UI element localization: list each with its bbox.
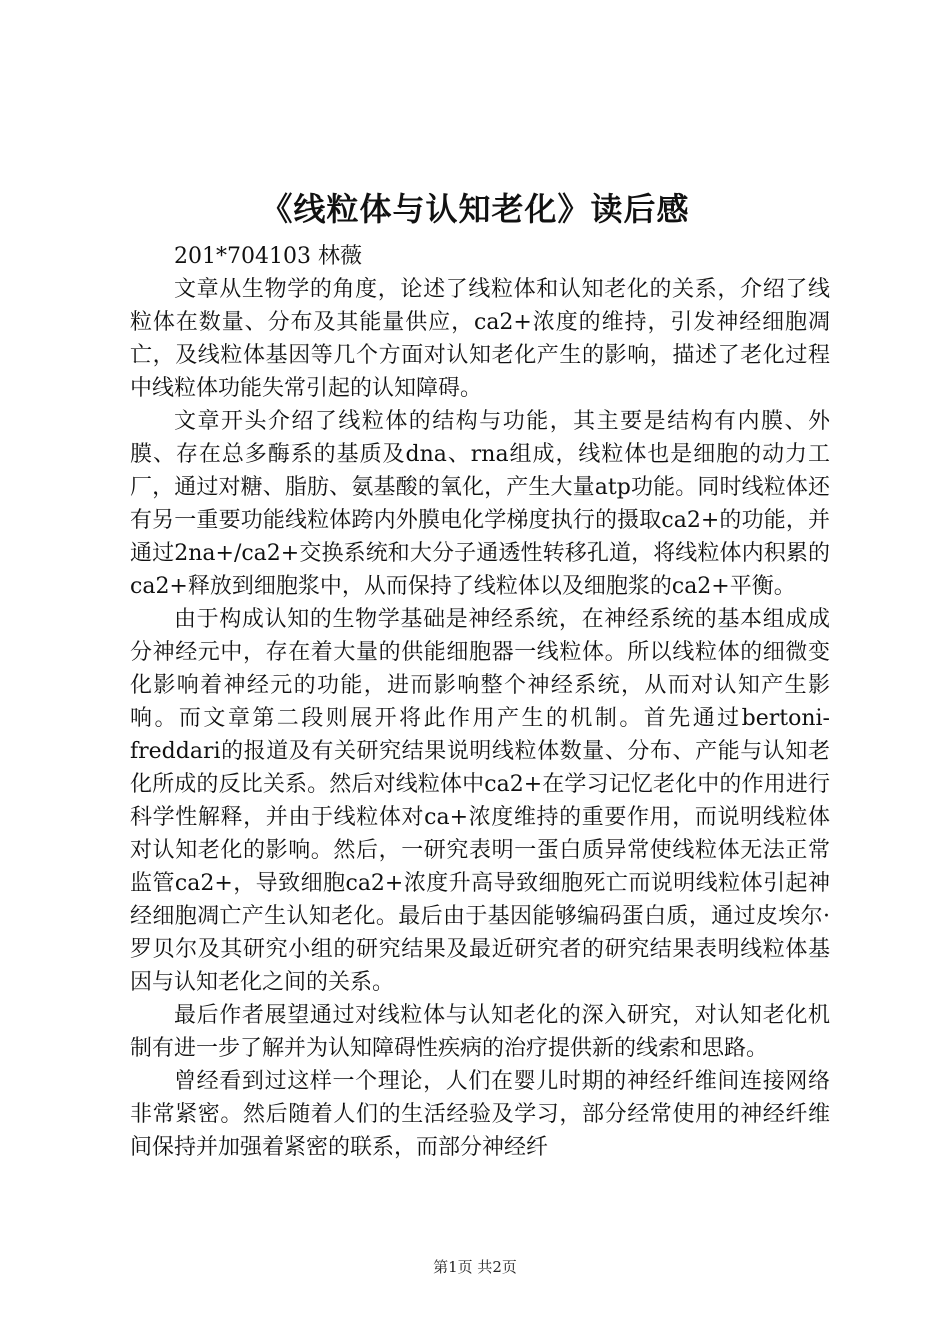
paragraph: 文章开头介绍了线粒体的结构与功能，其主要是结构有内膜、外膜、存在总多酶系的基质及dna、rna组成，线粒体也是细胞的动力工厂，通过对糖、脂肪、氨基酸的氧化，产生大量atp功能。同时线粒体还有另一重要功能线粒体跨内外膜电化学梯度执行的摄取ca2+的功能，并通过2na+/ca2+交换系统和大分子通透性转移孔道，将线粒体内积累的ca2+释放到细胞浆中，从而保持了线粒体以及细胞浆的ca2+平衡。 [130, 409, 830, 599]
document-title: 《线粒体与认知老化》读后感 [260, 190, 690, 228]
paragraph: 曾经看到过这样一个理论，人们在婴儿时期的神经纤维间连接网络非常紧密。然后随着人们的生活经验及学习，部分经常使用的神经纤维间保持并加强着紧密的联系，而部分神经纤 [130, 1069, 830, 1160]
paragraph: 由于构成认知的生物学基础是神经系统，在神经系统的基本组成成分神经元中，存在着大量的供能细胞器一线粒体。所以线粒体的细微变化影响着神经元的功能，进而影响整个神经系统，从而对认知产生影响。而文章第二段则展开将此作用产生的机制。首先通过bertoni-freddari的报道及有关研究结果说明线粒体数量、分布、产能与认知老化所成的反比关系。然后对线粒体中ca2+在学习记忆老化中的作用进行科学性解释，并由于线粒体对ca+浓度维持的重要作用，而说明线粒体对认知老化的影响。然后，一研究表明一蛋白质异常使线粒体无法正常监管ca2+，导致细胞ca2+浓度升高导致细胞死亡而说明线粒体引起神经细胞凋亡产生认知老化。最后由于基因能够编码蛋白质，通过皮埃尔·罗贝尔及其研究小组的研究结果及最近研究者的研究结果表明线粒体基因与认知老化之间的关系。 [130, 607, 830, 995]
document-body [130, 240, 830, 1164]
paragraph: 最后作者展望通过对线粒体与认知老化的深入研究，对认知老化机制有进一步了解并为认知障碍性疾病的治疗提供新的线索和思路。 [130, 1003, 830, 1061]
author-line: 201*704103 林薇 [174, 244, 362, 269]
page-number-footer: 第1页 共2页 [433, 1258, 517, 1276]
paragraph: 文章从生物学的角度，论述了线粒体和认知老化的关系，介绍了线粒体在数量、分布及其能量供应，ca2+浓度的维持，引发神经细胞凋亡，及线粒体基因等几个方面对认知老化产生的影响，描述了老化过程中线粒体功能失常引起的认知障碍。 [130, 277, 830, 401]
